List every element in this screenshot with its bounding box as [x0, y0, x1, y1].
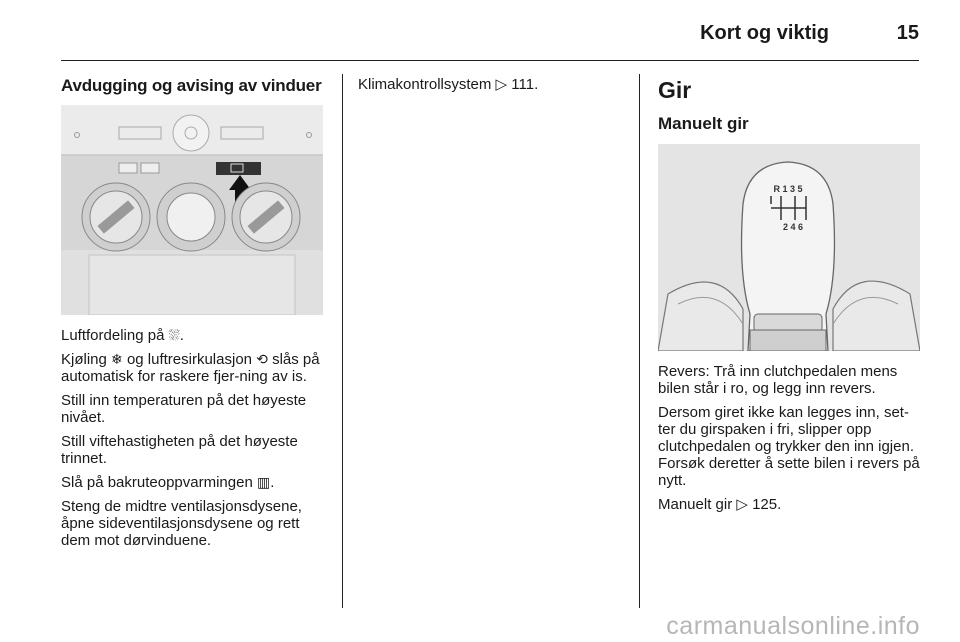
vents-paragraph: Steng de midtre ventilasjonsdysene, åpne sideventilasjonsdysene og rett dem mot dørvinduene. — [61, 498, 302, 549]
recirculation-icon: ⟲ — [256, 351, 268, 367]
page-header — [61, 18, 919, 62]
climate-reference-text: Klimakontrollsystem — [358, 76, 492, 93]
airflow-paragraph — [61, 327, 325, 344]
rear-heating-period: . — [270, 474, 275, 491]
airflow-text: Luftfordeling på — [61, 327, 165, 344]
manual-gear-reference — [658, 496, 920, 513]
gear-pattern-top: R 1 3 5 — [773, 184, 803, 194]
temperature-paragraph: Still inn temperaturen på det høyeste nivået. — [61, 392, 307, 426]
left-column — [61, 76, 325, 556]
fan-speed-paragraph: Still viftehastigheten på det høyeste trinnet. — [61, 433, 298, 467]
climate-control-illustration — [61, 105, 323, 315]
manual-gear-subheading: Manuelt gir — [658, 114, 749, 133]
climate-reference — [358, 76, 622, 93]
gear-pattern-bottom: 2 4 6 — [782, 222, 804, 232]
climate-control-figure — [61, 105, 323, 315]
manual-gear-reference-text: Manuelt gir — [658, 496, 733, 513]
column-divider-2 — [639, 74, 640, 608]
page-number: 15 — [896, 22, 919, 44]
manual-gear-reference-page[interactable]: 125. — [752, 496, 782, 513]
cooling-continuation: slås på automatisk for raskere fjer-ning av is. — [61, 351, 320, 385]
cooling-text: Kjøling — [61, 351, 107, 368]
rear-heating-paragraph — [61, 474, 325, 491]
header-divider — [61, 60, 919, 61]
section-title: Kort og viktig — [700, 22, 829, 44]
column-divider-1 — [342, 74, 343, 608]
gear-knob-figure — [658, 144, 920, 351]
site-watermark: carmanualsonline.info — [666, 612, 920, 640]
defrost-heading: Avdugging og avising av vinduer — [61, 76, 322, 95]
cooling-paragraph — [61, 351, 325, 385]
windshield-airflow-icon: ⛆ — [168, 327, 180, 343]
recirculation-text: og luftresirkulasjon — [126, 351, 252, 368]
airflow-period: . — [179, 327, 184, 344]
page-reference-icon: ▷ — [736, 496, 748, 513]
gear-heading: Gir — [658, 77, 692, 103]
snowflake-icon: ❄ — [111, 351, 123, 367]
middle-column — [358, 76, 622, 100]
gear-knob-illustration — [658, 144, 920, 351]
climate-reference-page[interactable]: 111. — [511, 76, 539, 93]
reverse-retry-paragraph: Dersom giret ikke kan legges inn, set-ter du girspaken i fri, slipper opp clutchpedalen og trykker den inn igjen. Forsøk deretter å sette bilen i revers på nytt. — [658, 404, 920, 489]
page-reference-icon: ▷ — [495, 76, 508, 93]
rear-window-heating-icon: ▥ — [256, 474, 271, 490]
reverse-paragraph: Revers: Trå inn clutchpedalen mens bilen står i ro, og legg inn revers. — [658, 363, 898, 397]
rear-heating-text: Slå på bakruteoppvarmingen — [61, 474, 253, 491]
right-column — [658, 76, 920, 520]
